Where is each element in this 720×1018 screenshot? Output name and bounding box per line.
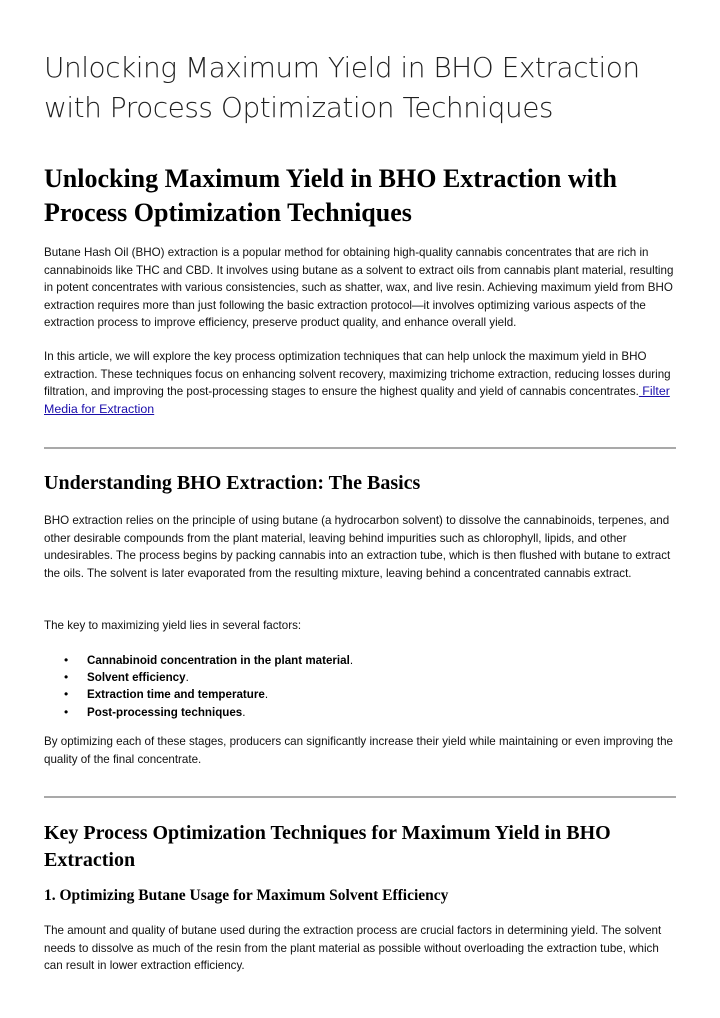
techniques-heading: Key Process Optimization Techniques for Maximum Yield in BHO Extraction [44, 822, 611, 871]
technique-1-paragraph: The amount and quality of butane used during the extraction process are crucial factors in determining yield. The solvent needs to dissolve as much of the resin from the plant material as possible without overloading the extraction tube, which can result in lower extraction efficiency. [44, 924, 662, 972]
factor-suffix: . [349, 654, 354, 667]
factor-label: Cannabinoid concentration in the plant material [87, 654, 350, 667]
bullet-icon: • [64, 670, 69, 685]
factor-suffix: . [242, 705, 246, 719]
basics-heading: Understanding BHO Extraction: The Basics [44, 472, 421, 494]
factor-suffix: . [185, 671, 189, 685]
bullet-icon: • [64, 653, 69, 667]
list-item [44, 652, 644, 669]
section-divider-1 [44, 447, 676, 449]
factor-label: Post-processing techniques [87, 705, 243, 719]
factor-list [44, 652, 644, 721]
main-heading: Unlocking Maximum Yield in BHO Extraction with Process Optimization Techniques [44, 164, 617, 227]
document-title: Unlocking Maximum Yield in BHO Extraction with Process Optimization Techniques [44, 51, 640, 124]
factor-label: Solvent efficiency [87, 671, 186, 685]
intro-paragraph-1: Butane Hash Oil (BHO) extraction is a popular method for obtaining high-quality cannabis concentrates that are rich in cannabinoids like THC and CBD. It involves using butane as a solvent to extract oils from cannabis plant material, resulting in potent concentrates with various consistencies, such as shatter, wax, and live resin. Achieving maximum yield from BHO extraction requires more than just following the basic extraction protocol—it involves optimizing various aspects of the extraction process to improve efficiency, preserve product quality, and enhance overall yield. [44, 246, 674, 329]
list-item [44, 686, 644, 703]
list-item [44, 669, 644, 686]
section-divider-2 [44, 796, 676, 798]
intro-paragraph-2-text: In this article, we will explore the key process optimization techniques that can help unlock the maximum yield in BHO extraction. These techniques focus on enhancing solvent recovery, maximizing trichome extraction, reducing losses during filtration, and improving the post-processing stages to ensure the highest quality and yield of cannabis concentrates. [44, 350, 671, 398]
bullet-icon: • [64, 687, 69, 702]
list-item [44, 704, 644, 721]
bullet-icon: • [64, 704, 69, 719]
filter-media-link[interactable]: Filter Media for Extraction [44, 384, 670, 416]
factor-label: Extraction time and temperature [87, 688, 265, 702]
basics-paragraph-2: The key to maximizing yield lies in several factors: [44, 619, 302, 632]
intro-paragraph-2 [44, 348, 678, 418]
basics-paragraph-1: BHO extraction relies on the principle of using butane (a hydrocarbon solvent) to dissolve the cannabinoids, terpenes, and other desirable compounds from the plant material, leaving behind impurities such as chlorophyll, lipids, and other undesirables. The process begins by packing cannabis into an extraction tube, which is then flushed with butane to extract the oils. The solvent is later evaporated from the resulting mixture, leaving behind a concentrated cannabis extract. [44, 514, 671, 580]
factor-suffix: . [264, 688, 269, 702]
basics-paragraph-3: By optimizing each of these stages, producers can significantly increase their yield while maintaining or even improving the quality of the final concentrate. [44, 735, 673, 766]
technique-1-heading: 1. Optimizing Butane Usage for Maximum Solvent Efficiency [44, 887, 449, 904]
